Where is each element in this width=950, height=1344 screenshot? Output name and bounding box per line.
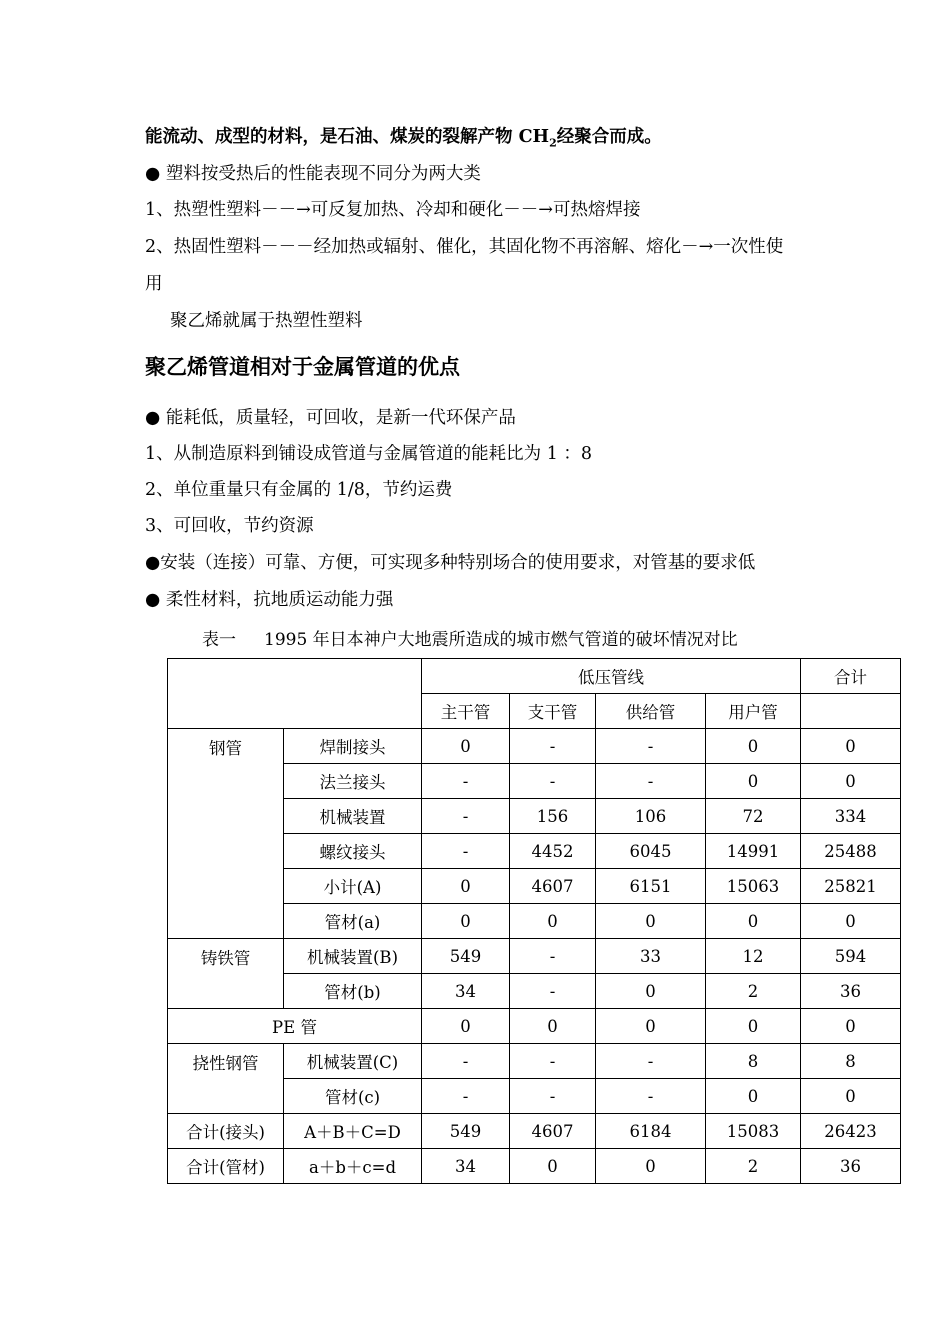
cell: 334	[801, 799, 901, 834]
header-total-empty	[801, 694, 901, 729]
row-label: 机械装置(B)	[284, 939, 422, 974]
cell: 549	[422, 939, 510, 974]
intro-line-1	[145, 125, 662, 156]
cell: 0	[510, 1149, 596, 1184]
cell: -	[510, 1079, 596, 1114]
row-label: 法兰接头	[284, 764, 422, 799]
cell: 4607	[510, 1114, 596, 1149]
cell: 0	[422, 1009, 510, 1044]
cell: 106	[596, 799, 706, 834]
cell: 0	[596, 904, 706, 939]
section-item-1: 1、从制造原料到铺设成管道与金属管道的能耗比为 1 ：8	[145, 444, 593, 464]
table-corner-cell	[168, 659, 422, 729]
cell: 0	[801, 729, 901, 764]
intro-line-1-text: 能流动、成型的材料，是石油、煤炭的裂解产物 CH	[145, 127, 550, 147]
cell: 6184	[596, 1114, 706, 1149]
section-item-3: 3、可回收，节约资源	[145, 516, 314, 536]
cell: -	[422, 1044, 510, 1079]
intro-item-thermoplastic: 1、热塑性塑料－－→可反复加热、冷却和硬化－－→可热熔焊接	[145, 200, 641, 220]
cell: -	[596, 729, 706, 764]
cell: 0	[706, 1079, 801, 1114]
header-col-branch: 支干管	[510, 694, 596, 729]
cell: 594	[801, 939, 901, 974]
row-label: a＋b＋c=d	[284, 1149, 422, 1184]
cell: -	[510, 1044, 596, 1079]
intro-bullet-plastics: ● 塑料按受热后的性能表现不同分为两大类	[145, 164, 481, 184]
table-caption-label: 表一	[202, 630, 236, 650]
cell: 0	[706, 904, 801, 939]
header-col-supply: 供给管	[596, 694, 706, 729]
cell: 26423	[801, 1114, 901, 1149]
cell: 0	[706, 1009, 801, 1044]
header-col-user: 用户管	[706, 694, 801, 729]
cell: 0	[801, 1009, 901, 1044]
cell: 15083	[706, 1114, 801, 1149]
cell: 25821	[801, 869, 901, 904]
cell: 0	[801, 764, 901, 799]
group-total-pipe: 合计(管材)	[168, 1149, 284, 1184]
intro-subscript: 2	[549, 136, 557, 150]
cell: 549	[422, 1114, 510, 1149]
cell: 0	[596, 1009, 706, 1044]
cell: 33	[596, 939, 706, 974]
cell: -	[596, 764, 706, 799]
cell: -	[510, 764, 596, 799]
cell: -	[510, 939, 596, 974]
row-label: A＋B＋C=D	[284, 1114, 422, 1149]
section-bullet-install: ●安装（连接）可靠、方便，可实现多种特别场合的使用要求，对管基的要求低	[145, 553, 756, 573]
row-label: 机械装置	[284, 799, 422, 834]
damage-table	[167, 658, 901, 1184]
group-total-joint: 合计(接头)	[168, 1114, 284, 1149]
header-col-main: 主干管	[422, 694, 510, 729]
cell: 0	[706, 764, 801, 799]
cell: 8	[801, 1044, 901, 1079]
cell: -	[422, 764, 510, 799]
cell: 0	[706, 729, 801, 764]
group-cast-iron: 铸铁管	[168, 939, 284, 1009]
row-label: 管材(a)	[284, 904, 422, 939]
table-row	[168, 1044, 901, 1079]
table-row	[168, 729, 901, 764]
table-row	[168, 939, 901, 974]
cell: 4452	[510, 834, 596, 869]
cell: 6045	[596, 834, 706, 869]
cell: 0	[422, 869, 510, 904]
cell: -	[422, 834, 510, 869]
row-label: 螺纹接头	[284, 834, 422, 869]
group-steel: 钢管	[168, 729, 284, 939]
intro-note: 聚乙烯就属于热塑性塑料	[170, 311, 363, 331]
group-flexible-steel: 挠性钢管	[168, 1044, 284, 1114]
cell: 0	[596, 1149, 706, 1184]
cell: 4607	[510, 869, 596, 904]
cell: 72	[706, 799, 801, 834]
cell: 0	[422, 729, 510, 764]
cell: 36	[801, 974, 901, 1009]
row-label: 焊制接头	[284, 729, 422, 764]
cell: 156	[510, 799, 596, 834]
cell: 0	[801, 1079, 901, 1114]
group-pe: PE 管	[168, 1009, 422, 1044]
cell: 14991	[706, 834, 801, 869]
cell: 15063	[706, 869, 801, 904]
cell: -	[422, 799, 510, 834]
cell: 0	[510, 904, 596, 939]
cell: 2	[706, 1149, 801, 1184]
cell: 12	[706, 939, 801, 974]
header-low-pressure: 低压管线	[422, 659, 801, 694]
cell: -	[510, 974, 596, 1009]
row-label: 管材(c)	[284, 1079, 422, 1114]
intro-item-thermoset: 2、热固性塑料－－－经加热或辐射、催化，其固化物不再溶解、熔化－→一次性使	[145, 237, 784, 257]
cell: 6151	[596, 869, 706, 904]
cell: 0	[596, 974, 706, 1009]
cell: 34	[422, 974, 510, 1009]
intro-line-1-tail: 经聚合而成。	[556, 127, 662, 147]
cell: -	[596, 1079, 706, 1114]
table-caption-text: 1995 年日本神户大地震所造成的城市燃气管道的破坏情况对比	[264, 630, 738, 650]
intro-item-thermoset-cont: 用	[145, 274, 163, 294]
cell: -	[510, 729, 596, 764]
cell: -	[596, 1044, 706, 1079]
table-row	[168, 1009, 901, 1044]
cell: 8	[706, 1044, 801, 1079]
cell: 0	[422, 904, 510, 939]
section-item-2: 2、单位重量只有金属的 1/8，节约运费	[145, 480, 453, 500]
cell: 25488	[801, 834, 901, 869]
table-row	[168, 1114, 901, 1149]
cell: 0	[510, 1009, 596, 1044]
cell: 34	[422, 1149, 510, 1184]
header-total: 合计	[801, 659, 901, 694]
cell: 36	[801, 1149, 901, 1184]
cell: 0	[801, 904, 901, 939]
section-bullet-energy: ● 能耗低，质量轻，可回收，是新一代环保产品	[145, 408, 516, 428]
row-label: 小计(A)	[284, 869, 422, 904]
row-label: 管材(b)	[284, 974, 422, 1009]
row-label: 机械装置(C)	[284, 1044, 422, 1079]
cell: -	[422, 1079, 510, 1114]
table-caption	[202, 625, 766, 650]
table-row	[168, 1149, 901, 1184]
table-header-row	[168, 659, 901, 694]
section-bullet-flexible: ● 柔性材料，抗地质运动能力强	[145, 590, 394, 610]
section-heading: 聚乙烯管道相对于金属管道的优点	[145, 355, 460, 379]
cell: 2	[706, 974, 801, 1009]
